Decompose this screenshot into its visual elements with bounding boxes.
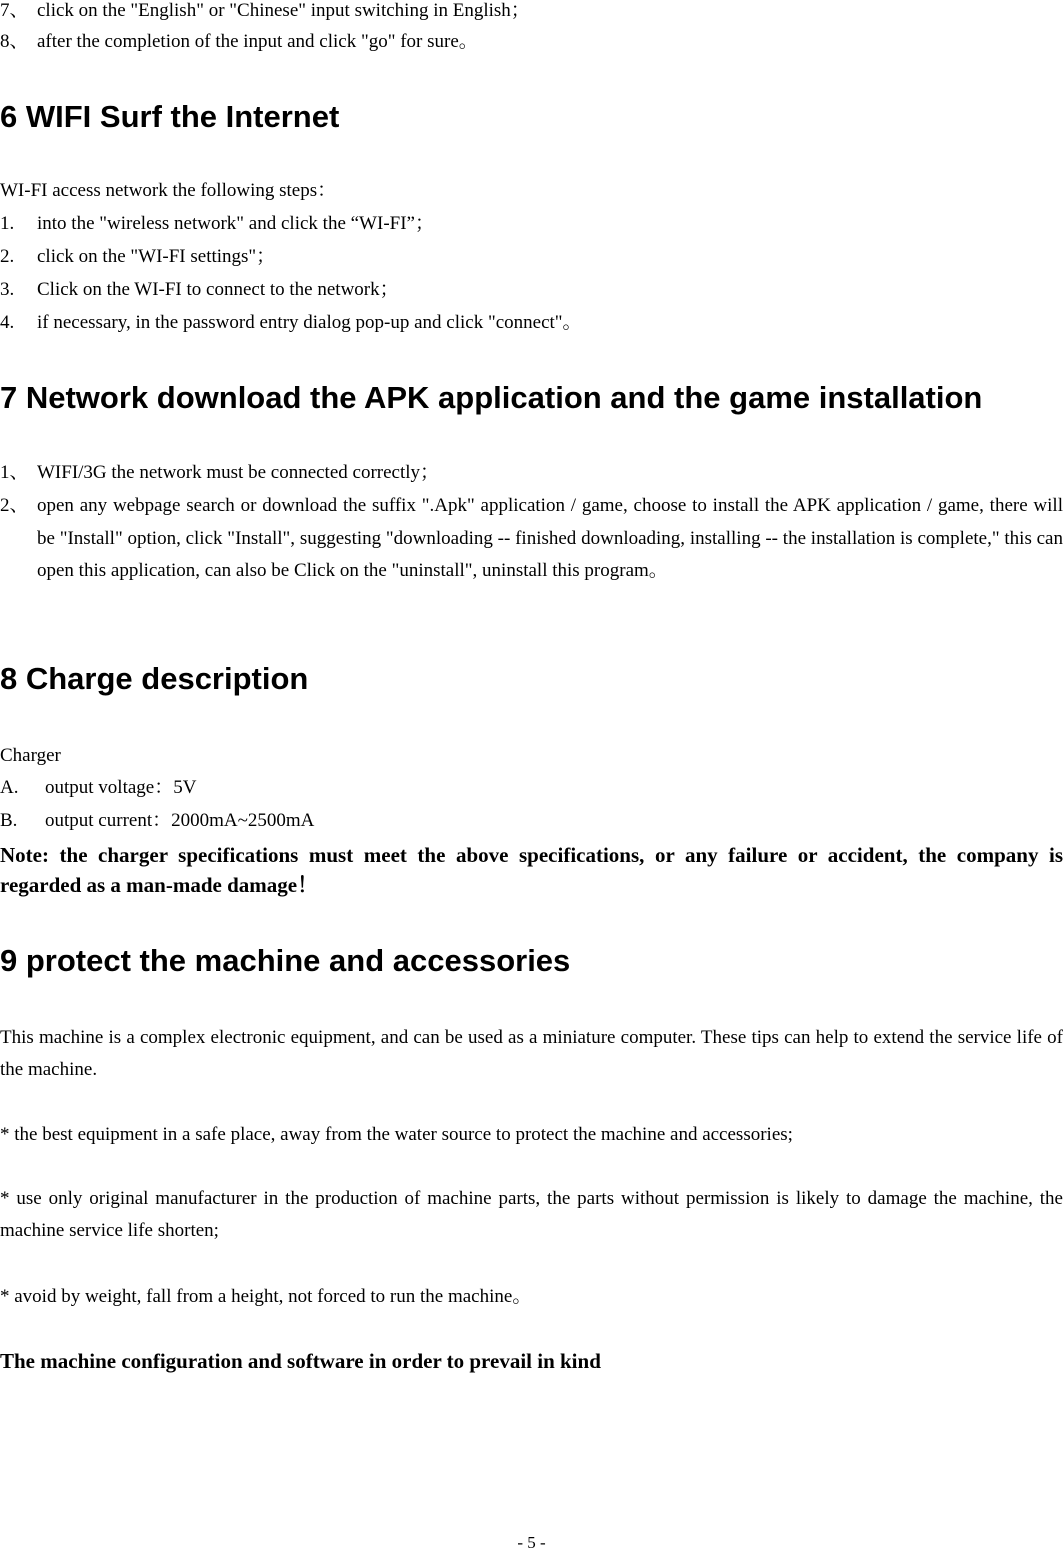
list-number: 2、 (0, 495, 29, 516)
list-number: 8、 (0, 31, 29, 52)
list-text: output current：2000mA~2500mA (45, 810, 315, 831)
section-heading: 9 protect the machine and accessories (0, 943, 571, 978)
list-number: 4. (0, 312, 15, 333)
list-number: 3. (0, 279, 15, 300)
list-number: 2. (0, 246, 15, 267)
charger-note: Note: the charger specifications must meet the above specifications, or any failure or accident, the company is regarded as a man-made damage！ (0, 843, 1063, 897)
list-text: click on the "WI-FI settings"； (37, 246, 276, 267)
list-number: 1. (0, 213, 15, 234)
list-number: 7、 (0, 0, 29, 21)
section-heading: 8 Charge description (0, 661, 309, 696)
tip-item: * use only original manufacturer in the production of machine parts, the parts without permission is likely to damage the machine, the machine service life shorten; (0, 1188, 1063, 1241)
list-text: if necessary, in the password entry dialog pop-up and click "connect"。 (37, 312, 582, 333)
list-text: after the completion of the input and click "go" for sure。 (37, 31, 478, 52)
list-text: into the "wireless network" and click the “WI-FI”； (37, 213, 434, 234)
section-intro: WI-FI access network the following steps： (0, 180, 337, 201)
list-number: 1、 (0, 462, 29, 483)
closing-statement: The machine configuration and software in order to prevail in kind (0, 1349, 601, 1373)
charger-label: Charger (0, 745, 61, 766)
list-number: A. (0, 777, 19, 798)
tip-item: * avoid by weight, fall from a height, not forced to run the machine。 (0, 1286, 532, 1307)
page-number: - 5 - (517, 1533, 546, 1552)
tip-item: * the best equipment in a safe place, away from the water source to protect the machine and accessories; (0, 1124, 793, 1145)
list-text: output voltage：5V (45, 777, 197, 798)
list-text: WIFI/3G the network must be connected correctly； (37, 462, 440, 483)
list-number: B. (0, 810, 18, 831)
list-text: click on the "English" or "Chinese" input switching in English； (37, 0, 530, 21)
section-heading: 7 Network download the APK application and the game installation (0, 380, 983, 415)
section-heading: 6 WIFI Surf the Internet (0, 99, 340, 134)
list-text: Click on the WI-FI to connect to the network； (37, 279, 399, 300)
list-text: open any webpage search or download the suffix ".Apk" application / game, choose to install the APK application / game, there will be "Install" option, click "Install", suggesting "downloading -- finished downloading, installing -- the installation is complete," this can open this application, can also be Click on the "uninstall", uninstall this program。 (37, 495, 1063, 581)
section-intro: This machine is a complex electronic equipment, and can be used as a miniature computer. These tips can help to extend the service life of the machine. (0, 1027, 1063, 1080)
